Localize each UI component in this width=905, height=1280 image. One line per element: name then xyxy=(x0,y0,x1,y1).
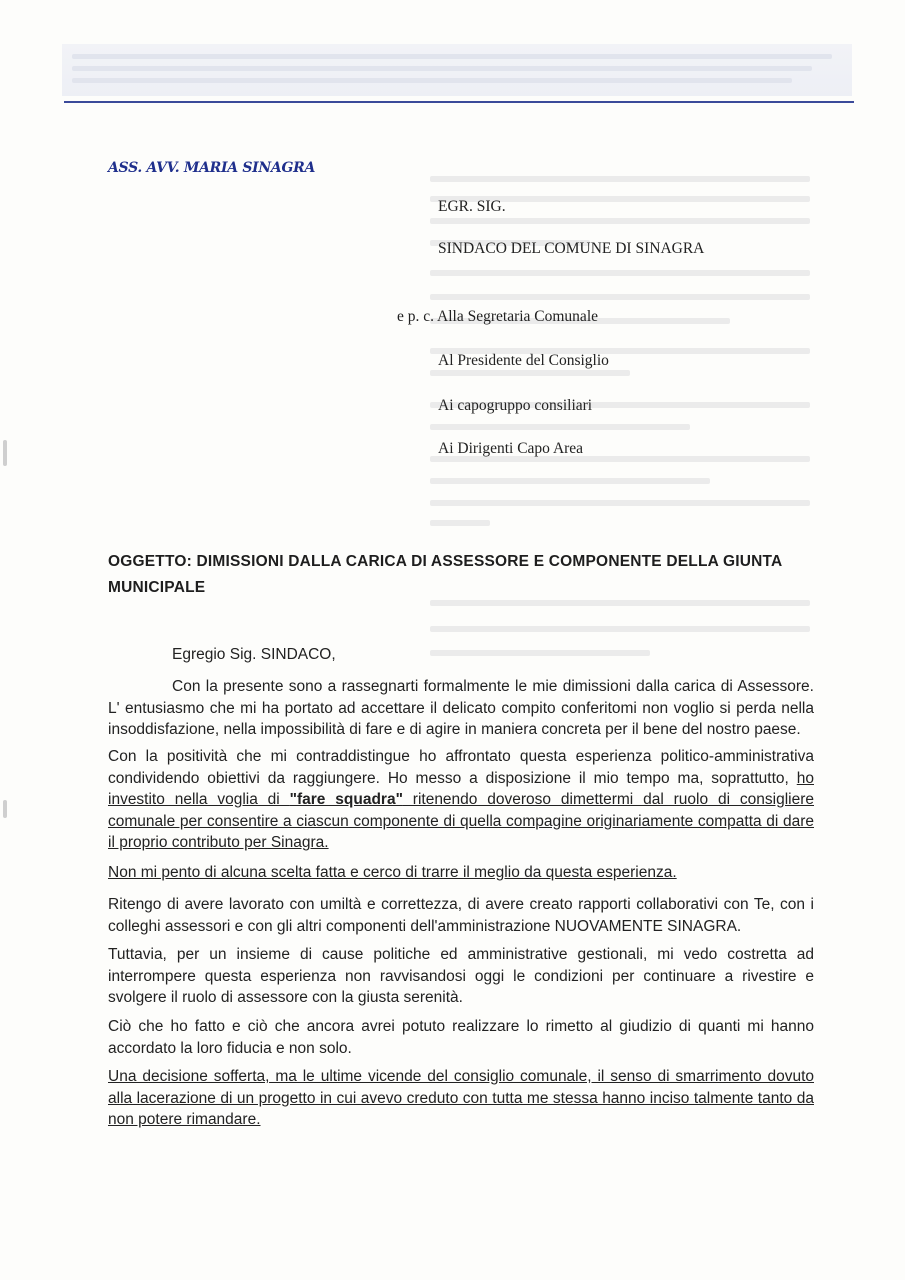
underlined-text: Una decisione sofferta, ma le ultime vicende del consiglio comunale, il senso di smarrimento dovuto alla lacerazione di un progetto in cui avevo creduto con tutta me stessa hanno inciso talmente tanto da non potere rimandare. xyxy=(108,1068,814,1128)
paragraph-text: Tuttavia, per un insieme di cause politiche ed amministrative gestionali, mi vedo costretta ad interrompere questa esperienza non ravvisandosi oggi le condizioni per continuare a rivestire e svolgere il ruolo di assessore con la giusta serenità. xyxy=(108,946,814,1006)
paragraph-text: Con la presente sono a rassegnarti formalmente le mie dimissioni dalla carica di Assessore. L' entusiasmo che mi ha portato ad accettare il delicato compito conferitomi non voglio si perda nella insoddisfazione, nella impossibilità di fare e di agire in maniera concreta per il bene del nostro paese. xyxy=(108,678,814,738)
recipient-line: SINDACO DEL COMUNE DI SINAGRA xyxy=(438,240,705,257)
recipient-line: e p. c. Alla Segretaria Comunale xyxy=(397,308,599,325)
paragraph-text: Ciò che ho fatto e ciò che ancora avrei potuto realizzare lo rimetto al giudizio di quanti mi hanno accordato la loro fiducia e non solo. xyxy=(108,1018,814,1057)
recipient-line: Ai Dirigenti Capo Area xyxy=(438,440,584,457)
scan-edge-mark xyxy=(3,800,7,818)
underlined-text: ho investito nella voglia di xyxy=(108,769,814,808)
letterhead-band xyxy=(62,44,852,96)
recipient-line: EGR. SIG. xyxy=(438,198,506,215)
recipient-line: Ai capogruppo consiliari xyxy=(438,397,593,414)
body-paragraph-7 xyxy=(108,1066,814,1131)
paragraph-text: Con la positività che mi contraddistingue ho affrontato questa esperienza politico-amministrativa condividendo obiettivi da raggiungere. Ho messo a disposizione il mio tempo ma, soprattutto, xyxy=(108,748,814,787)
scan-edge-mark xyxy=(3,440,7,466)
letterhead-rule xyxy=(64,101,854,103)
greeting: Egregio Sig. SINDACO, xyxy=(172,646,336,663)
body-paragraph-6 xyxy=(108,1016,814,1059)
recipient-line: Al Presidente del Consiglio xyxy=(438,352,609,369)
bold-quote: "fare squadra" xyxy=(289,791,403,808)
body-paragraph-1 xyxy=(108,676,814,741)
underlined-text: ritenendo doveroso dimettermi dal ruolo di consigliere comunale per consentire a ciascun componente di quella compagine originariamente compatta di dare il proprio contributo per Sinagra. xyxy=(108,791,814,851)
body-paragraph-5 xyxy=(108,944,814,1009)
subject-line: OGGETTO: DIMISSIONI DALLA CARICA DI ASSESSORE E COMPONENTE DELLA GIUNTA MUNICIPALE xyxy=(108,553,782,596)
body-paragraph-3 xyxy=(108,862,814,884)
body-paragraph-2 xyxy=(108,746,814,854)
paragraph-text: Ritengo di avere lavorato con umiltà e correttezza, di avere creato rapporti collaborativi con Te, con i colleghi assessori e con gli altri componenti dell'amministrazione NUOVAMENTE SINAGRA. xyxy=(108,896,814,935)
body-paragraph-4 xyxy=(108,894,814,937)
underlined-text: Non mi pento di alcuna scelta fatta e cerco di trarre il meglio da questa esperienza. xyxy=(108,864,677,881)
sender-name: ASS. AVV. MARIA SINAGRA xyxy=(108,160,316,176)
